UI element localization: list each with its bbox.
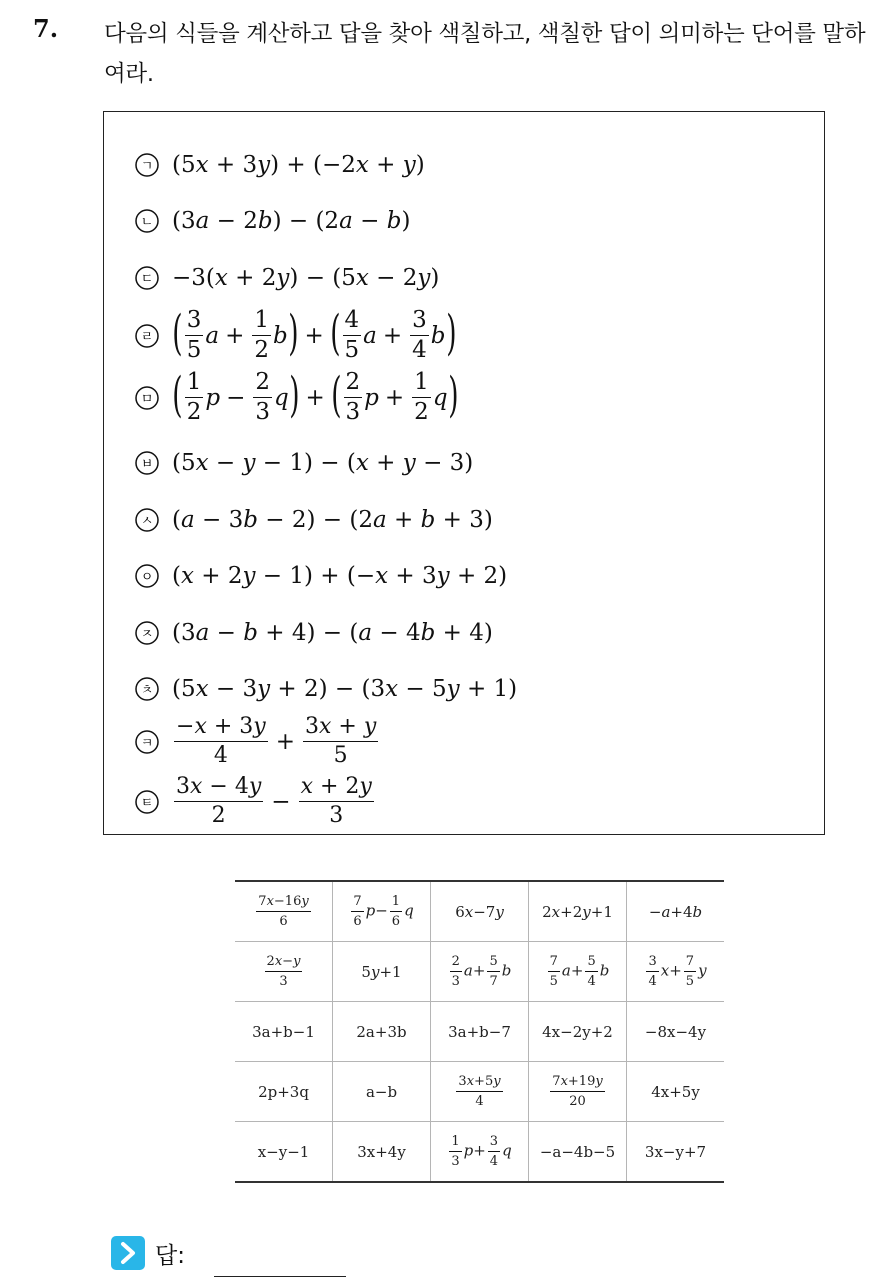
table-row (235, 1002, 724, 1062)
expression-text: (3 a − b + 4) − ( a − 4 b + 4) (172, 620, 493, 646)
circled-marker-icon (134, 507, 160, 533)
svg-text:ㅅ: ㅅ (140, 514, 154, 529)
grid-cell[interactable]: 2x+2y+1 (529, 881, 627, 942)
expression-item (134, 563, 507, 589)
expression-item (134, 304, 457, 363)
grid-cell[interactable]: 3a+b−1 (235, 1002, 333, 1062)
expression-text: ( $\frac{1}{2}$ p − $\frac{2}{3}$ q ) + ( $\frac{2}{3}$ p + $\frac{1}{2}$ q ) (172, 366, 459, 425)
expression-text: ( $\frac{3}{5}$ a + $\frac{1}{2}$ b ) + ( $\frac{4}{5}$ a + $\frac{3}{4}$ b ) (172, 304, 457, 363)
circled-marker-icon (134, 729, 160, 755)
svg-text:ㄹ: ㄹ (140, 329, 154, 345)
grid-cell[interactable]: $\frac{7x+19y}{20}$ (529, 1062, 627, 1122)
expression-item (134, 676, 517, 702)
svg-text:ㅂ: ㅂ (140, 457, 154, 472)
table-row (235, 1062, 724, 1122)
circled-marker-icon (134, 676, 160, 702)
circled-marker-icon (134, 265, 160, 291)
circled-marker-icon (134, 323, 160, 349)
svg-text:ㅈ: ㅈ (140, 627, 154, 642)
table-row (235, 942, 724, 1002)
grid-cell[interactable]: 2p+3q (235, 1062, 333, 1122)
expression-text: (5 x − 3 y + 2) − (3 x − 5 y + 1) (172, 676, 518, 702)
expression-box (103, 111, 825, 835)
svg-text:ㄱ: ㄱ (140, 159, 154, 174)
expression-text: (5 x + 3 y ) + (−2 x + y ) (172, 152, 425, 178)
grid-cell[interactable]: 6x−7y (431, 881, 529, 942)
table-row (235, 1122, 724, 1183)
grid-cell[interactable]: 3x+4y (333, 1122, 431, 1183)
grid-cell[interactable]: $\frac{2x-y}{3}$ (235, 942, 333, 1002)
circled-marker-icon (134, 563, 160, 589)
grid-cell[interactable]: $\frac{1}{3}$ p+ $\frac{3}{4}$ q (431, 1122, 529, 1183)
expression-text: (3 a − 2 b ) − (2 a − b ) (172, 208, 411, 234)
circled-marker-icon (134, 208, 160, 234)
grid-cell[interactable]: $\frac{7}{5}$ a+ $\frac{5}{4}$ b (529, 942, 627, 1002)
expression-text: (5 x − y − 1) − ( x + y − 3) (172, 450, 474, 476)
grid-cell[interactable]: 3x−y+7 (627, 1122, 725, 1183)
grid-cell[interactable]: x−y−1 (235, 1122, 333, 1183)
expression-text: −3( x + 2 y ) − (5 x − 2 y ) (172, 265, 440, 291)
circled-marker-icon (134, 620, 160, 646)
answer-blank[interactable] (214, 1276, 346, 1277)
expression-item (134, 450, 473, 476)
question-number: 7. (33, 14, 59, 43)
svg-text:ㅁ: ㅁ (140, 391, 154, 407)
grid-cell[interactable]: $\frac{7}{6}$ p− $\frac{1}{6}$ q (333, 881, 431, 942)
circled-marker-icon (134, 385, 160, 411)
grid-cell[interactable]: −a+4b (627, 881, 725, 942)
grid-cell[interactable]: $\frac{3x+5y}{4}$ (431, 1062, 529, 1122)
expression-item (134, 366, 459, 425)
grid-cell[interactable]: a−b (333, 1062, 431, 1122)
expression-item (134, 716, 380, 767)
expression-item (134, 507, 493, 533)
grid-cell[interactable]: −a−4b−5 (529, 1122, 627, 1183)
question-text: 다음의 식들을 계산하고 답을 찾아 색칠하고, 색칠한 답이 의미하는 단어를 말하여라. (104, 21, 866, 87)
expression-item (134, 265, 439, 291)
circled-marker-icon (134, 789, 160, 815)
grid-cell[interactable]: $\frac{7x-16y}{6}$ (235, 881, 333, 942)
grid-cell[interactable]: 5y+1 (333, 942, 431, 1002)
grid-cell[interactable]: $\frac{3}{4}$ x+ $\frac{7}{5}$ y (627, 942, 725, 1002)
svg-text:ㅌ: ㅌ (140, 795, 154, 811)
expression-text: $\frac{3x - 4y}{2}$ − $\frac{x + 2y}{3}$ (176, 774, 372, 828)
expression-item (134, 620, 493, 646)
table-row (235, 881, 724, 942)
circled-marker-icon (134, 450, 160, 476)
svg-text:ㅇ: ㅇ (140, 570, 154, 585)
expression-item (134, 208, 410, 234)
answer-section (111, 1236, 185, 1270)
chevron-right-icon (111, 1236, 145, 1270)
svg-text:ㅊ: ㅊ (140, 683, 154, 698)
grid-cell[interactable]: 2a+3b (333, 1002, 431, 1062)
grid-cell[interactable]: 4x−2y+2 (529, 1002, 627, 1062)
svg-text:ㄴ: ㄴ (140, 215, 154, 230)
expression-item (134, 152, 425, 178)
grid-cell[interactable]: 4x+5y (627, 1062, 725, 1122)
grid-cell[interactable]: $\frac{2}{3}$ a+ $\frac{5}{7}$ b (431, 942, 529, 1002)
expression-text: ( x + 2 y − 1) + (− x + 3 y + 2) (172, 563, 508, 589)
grid-cell[interactable]: −8x−4y (627, 1002, 725, 1062)
grid-cell[interactable]: 3a+b−7 (431, 1002, 529, 1062)
expression-text: ( a − 3 b − 2) − (2 a + b + 3) (172, 507, 493, 533)
expression-item (134, 776, 376, 827)
svg-text:ㅋ: ㅋ (140, 735, 154, 751)
svg-text:ㄷ: ㄷ (140, 272, 154, 287)
circled-marker-icon (134, 152, 160, 178)
expression-text: $\frac{-x + 3y}{4}$ + $\frac{3x + y}{5}$ (176, 714, 377, 768)
answer-grid (235, 880, 724, 1183)
answer-label: 답: (155, 1242, 185, 1269)
